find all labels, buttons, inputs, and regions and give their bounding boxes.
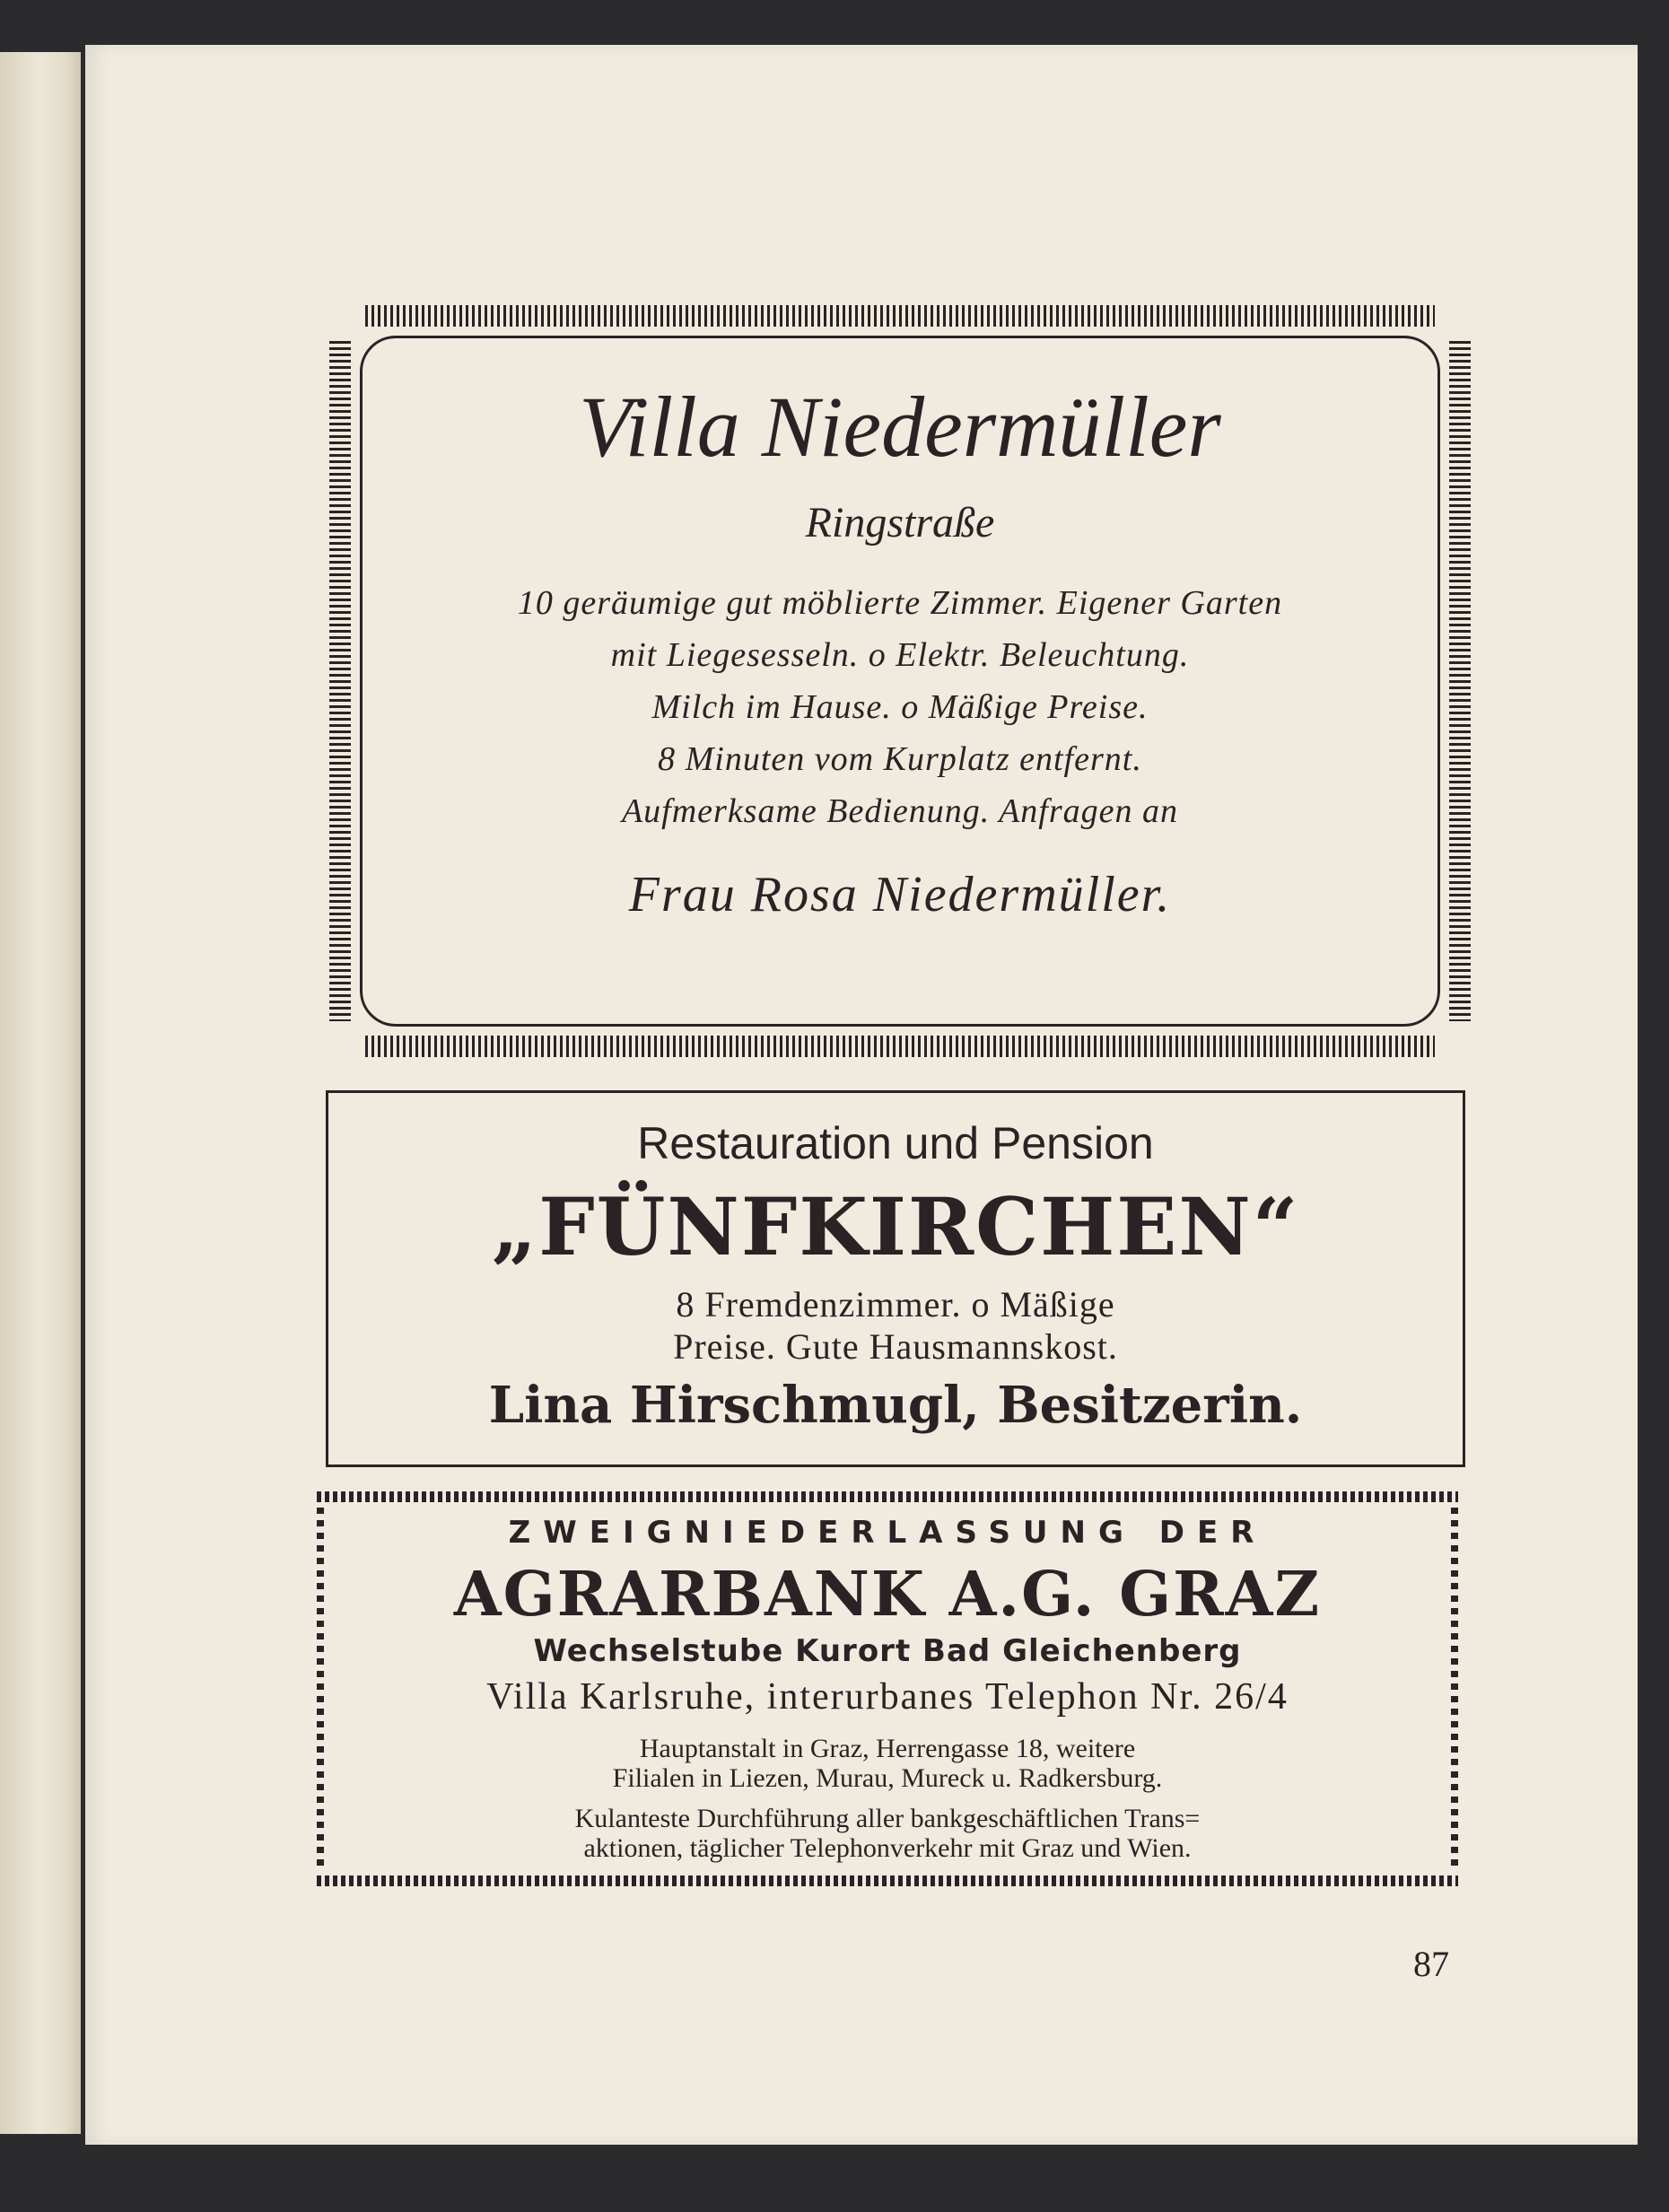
bank-branch-line-1: Hauptanstalt in Graz, Herrengasse 18, weitere [639,1734,1136,1763]
bank-subtitle: Wechselstube Kurort Bad Gleichenberg [533,1633,1242,1669]
bank-heading: ZWEIGNIEDERLASSUNG DER [508,1515,1267,1551]
page-number: 87 [1413,1944,1449,1984]
book-spine [0,52,81,2134]
bank-border-bottom [317,1875,1458,1886]
bank-advertisement [317,1491,1458,1886]
restaurant-advertisement [326,1090,1465,1467]
bank-border-top [317,1491,1458,1502]
restaurant-name: „FÜNFKIRCHEN“ [491,1180,1300,1273]
bank-branch-line-2: Filialen in Liezen, Murau, Mureck u. Radkersburg. [612,1763,1163,1793]
villa-line-2: mit Liegesesseln. o Elektr. Beleuchtung. [610,636,1190,674]
villa-line-4: 8 Minuten vom Kurplatz entfernt. [658,740,1142,778]
villa-title: Villa Niedermüller [579,379,1221,475]
book-page [85,45,1638,2145]
bank-service-line-2: aktionen, täglicher Telephonverkehr mit Graz und Wien. [583,1833,1192,1863]
villa-advertisement [329,305,1471,1057]
restaurant-line-1: 8 Fremdenzimmer. o Mäßige [676,1284,1115,1325]
bank-address: Villa Karlsruhe, interurbanes Telephon Nr. 26/4 [486,1676,1289,1718]
villa-line-1: 10 geräumige gut möblierte Zimmer. Eigener Garten [517,584,1283,622]
villa-border-bottom [365,1036,1435,1057]
bank-service-line-1: Kulanteste Durchführung aller bankgeschäftlichen Trans= [574,1804,1201,1833]
villa-contact: Frau Rosa Niedermüller. [628,867,1172,922]
bank-name: AGRARBANK A.G. GRAZ [453,1559,1322,1631]
restaurant-heading: Restauration und Pension [637,1118,1154,1168]
villa-line-3: Milch im Hause. o Mäßige Preise. [651,688,1149,726]
villa-border-top [365,305,1435,327]
villa-street: Ringstraße [805,499,995,546]
restaurant-owner: Lina Hirschmugl, Besitzerin. [488,1376,1303,1435]
villa-line-5: Aufmerksame Bedienung. Anfragen an [621,792,1179,830]
restaurant-line-2: Preise. Gute Hausmannskost. [673,1326,1118,1367]
